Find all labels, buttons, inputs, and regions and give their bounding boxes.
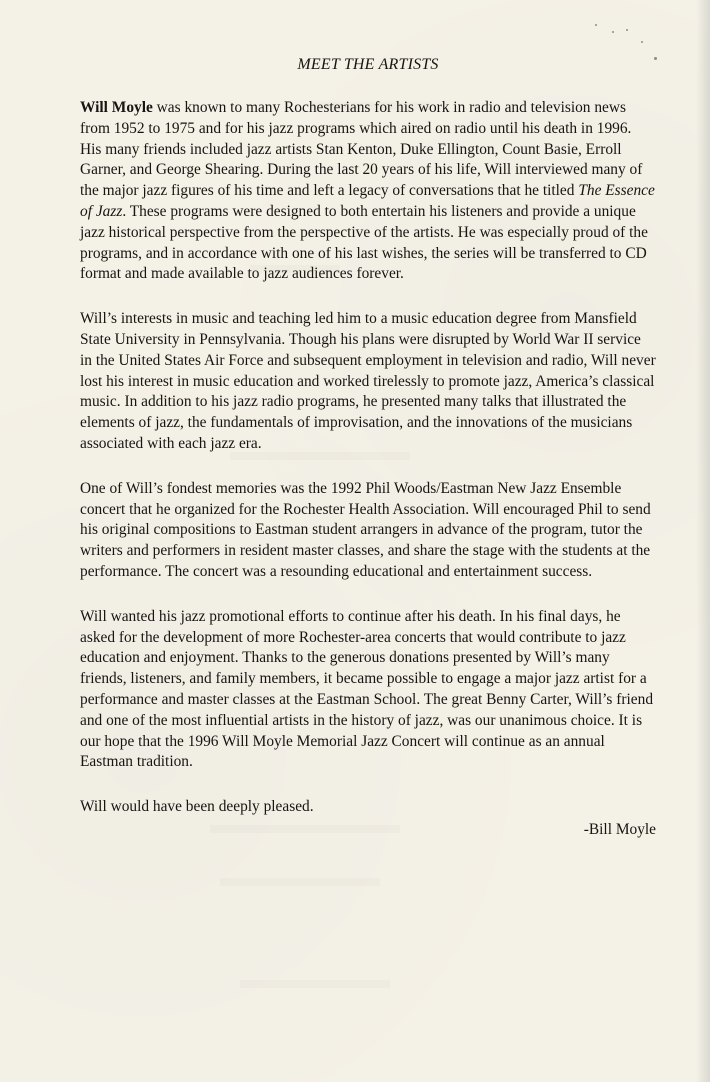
paragraph-1-lead: Will Moyle xyxy=(80,99,153,116)
speck-4 xyxy=(641,41,643,43)
signature: -Bill Moyle xyxy=(583,820,656,838)
page-edge-shadow xyxy=(696,0,710,1082)
paragraph-1 xyxy=(80,98,656,285)
paragraph-1-italic-title: The Essence of Jazz xyxy=(80,182,655,220)
paragraph-4: Will wanted his jazz promotional efforts to continue after his death. In his final days, he asked for the development of more Rochester-area concerts that would contribute to jazz education and enjoyment. Thanks to the generous donations presented by Will’s many friends, listeners, and family members, it became possible to engage a major jazz artist for a performance and master classes at the Eastman School. The great Benny Carter, Will’s friend and one of the most influential artists in the history of jazz, was our unanimous choice. It is our hope that the 1996 Will Moyle Memorial Jazz Concert will continue as an annual Eastman tradition. xyxy=(80,607,654,771)
bleed-through-band-5 xyxy=(220,878,380,886)
paragraph-1-text-before-italic: was known to many Rochesterians for his work in radio and television news from 1952 to 1975 and for his jazz programs which aired on radio until his death in 1996. His many friends included jazz artists Stan Kenton, Duke Ellington, Count Basie, Erroll Garner, and George Shearing. During the last 20 years of his life, Will interviewed many of the major jazz figures of his time and left a legacy of conversations that he titled xyxy=(80,99,643,200)
page-title: MEET THE ARTISTS xyxy=(297,56,439,73)
paragraph-3: One of Will’s fondest memories was the 1992 Phil Woods/Eastman New Jazz Ensemble concert that he organized for the Rochester Health Association. Will encouraged Phil to send his original compositions to Eastman student arrangers in advance of the program, tutor the writers and performers in resident master classes, and share the stage with the students at the performance. The concert was a resounding educational and entertainment success. xyxy=(80,479,651,580)
speck-1 xyxy=(595,24,597,26)
paragraph-2: Will’s interests in music and teaching led him to a music education degree from Mansfield State University in Pennsylvania. Though his plans were disrupted by World War II service in the United States Air Force and subsequent employment in television and radio, Will never lost his interest in music education and worked tirelessly to promote jazz, America’s classical music. In addition to his jazz radio programs, he presented many talks that illustrated the elements of jazz, the fundamentals of improvisation, and the innovations of the musicians associated with each jazz era. xyxy=(80,310,656,452)
bleed-through-band-6 xyxy=(240,980,390,988)
paragraph-1-text-after-italic: . These programs were designed to both entertain his listeners and provide a unique jazz historical perspective from the perspective of the artists. He was especially proud of the programs, and in accordance with one of his last wishes, the series will be transferred to CD format and made available to jazz audiences forever. xyxy=(80,202,648,283)
speck-2 xyxy=(612,31,614,33)
closing-line: Will would have been deeply pleased. xyxy=(80,798,314,816)
article-content xyxy=(80,56,656,841)
speck-3 xyxy=(626,29,628,31)
